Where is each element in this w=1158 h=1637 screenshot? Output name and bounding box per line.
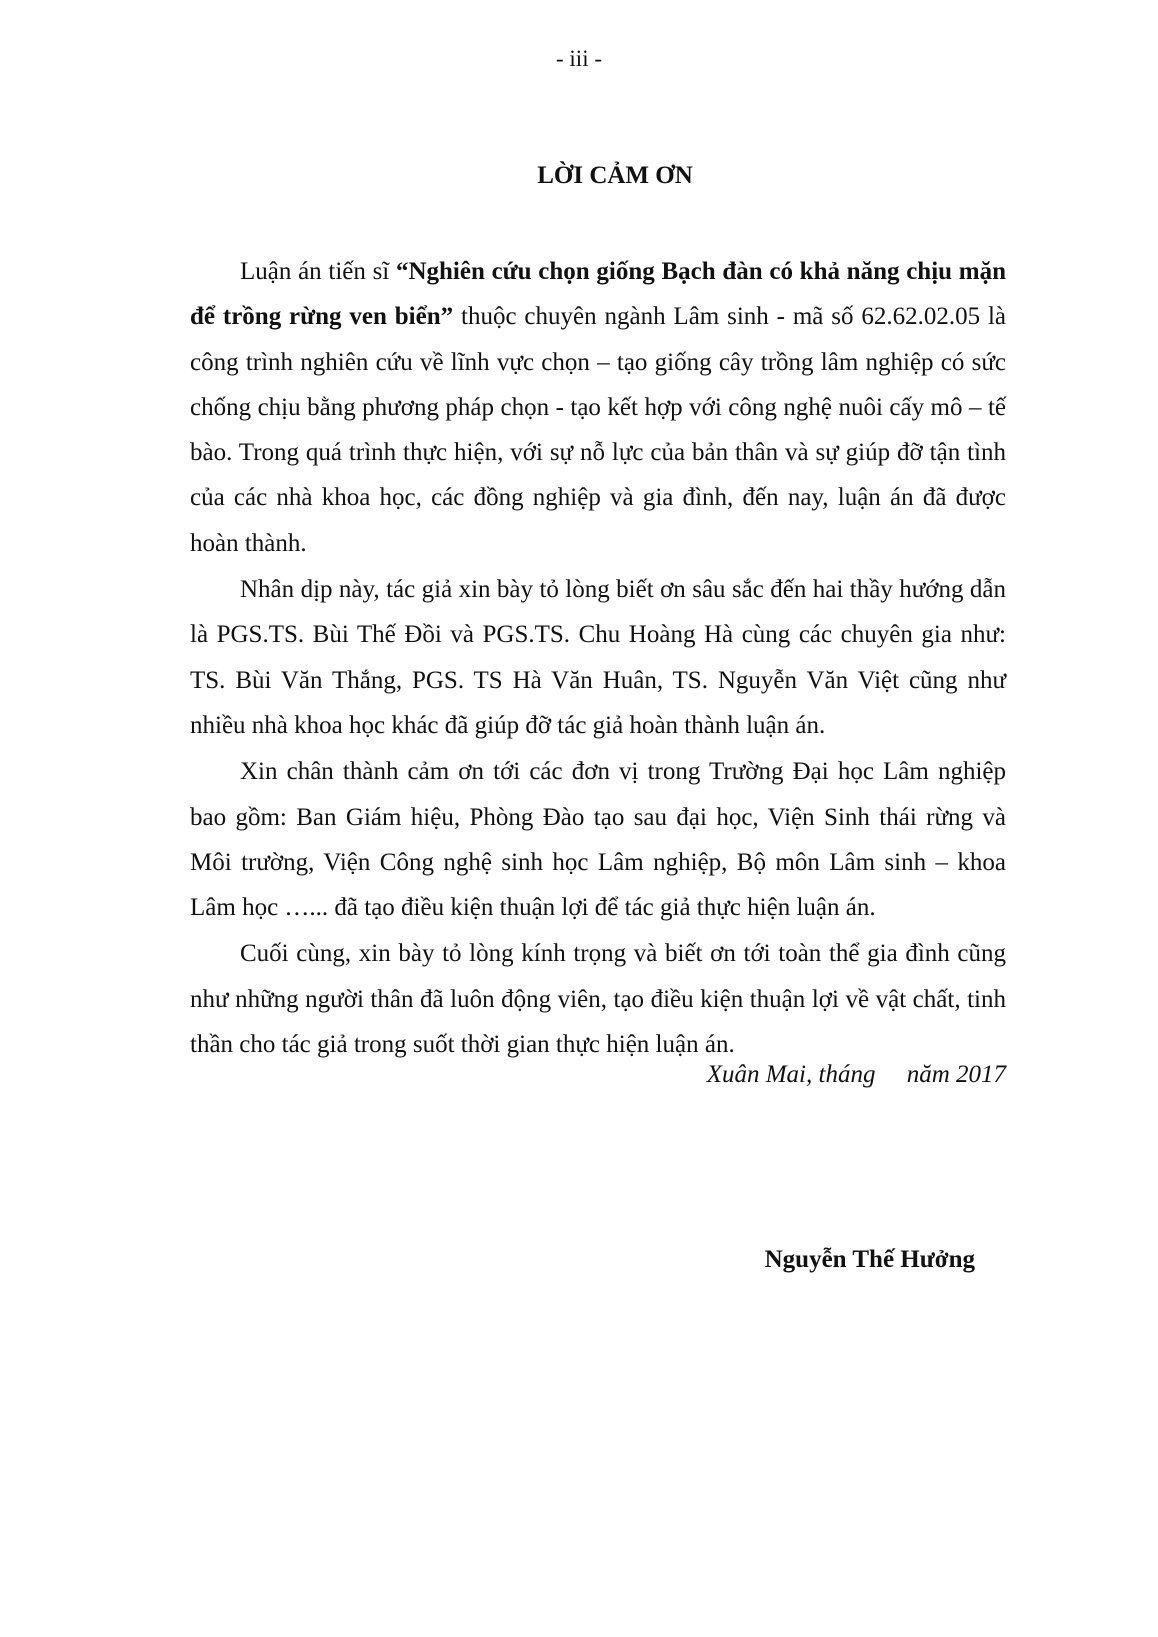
thesis-title: “Nghiên cứu chọn giống Bạch đàn có khả năng chịu mặn để trồng rừng ven biển” (190, 258, 1006, 331)
author-name: Nguyễn Thế Hưởng (764, 1246, 975, 1273)
paragraph-institutions: Xin chân thành cảm ơn tới các đơn vị trong Trường Đại học Lâm nghiệp bao gồm: Ban Giám hiệu, Phòng Đào tạo sau đại học, Viện Sinh thái rừng và Môi trường, Viện Công nghệ sinh học Lâm nghiệp, Bộ môn Lâm sinh – khoa Lâm học …... đã tạo điều kiện thuận lợi để tác giả thực hiện luận án. (190, 758, 1006, 922)
place-date: Xuân Mai, tháng năm 2017 (706, 1061, 1006, 1088)
page-number: - iii - (556, 46, 602, 71)
paragraph-lead: Luận án tiến sĩ (240, 258, 396, 285)
acknowledgement-body (190, 249, 1006, 1067)
paragraph-rest: thuộc chuyên ngành Lâm sinh - mã số 62.62.02.05 là công trình nghiên cứu về lĩnh vực chọn – tạo giống cây trồng lâm nghiệp có sức chống chịu bằng phương pháp chọn - tạo kết hợp với công nghệ nuôi cấy mô – tế bào. Trong quá trình thực hiện, với sự nỗ lực của bản thân và sự giúp đỡ tận tình của các nhà khoa học, các đồng nghiệp và gia đình, đến nay, luận án đã được hoàn thành. (190, 303, 1006, 557)
paragraph-advisors: Nhân dịp này, tác giả xin bày tỏ lòng biết ơn sâu sắc đến hai thầy hướng dẫn là PGS.TS. Bùi Thế Đồi và PGS.TS. Chu Hoàng Hà cùng các chuyên gia như: TS. Bùi Văn Thắng, PGS. TS Hà Văn Huân, TS. Nguyễn Văn Việt cũng như nhiều nhà khoa học khác đã giúp đỡ tác giả hoàn thành luận án. (190, 576, 1006, 739)
paragraph-family: Cuối cùng, xin bày tỏ lòng kính trọng và biết ơn tới toàn thể gia đình cũng như những người thân đã luôn động viên, tạo điều kiện thuận lợi về vật chất, tinh thần cho tác giả trong suốt thời gian thực hiện luận án. (190, 940, 1006, 1059)
paragraph-thesis-intro (190, 249, 1006, 566)
page-title: LỜI CẢM ƠN (537, 162, 693, 189)
